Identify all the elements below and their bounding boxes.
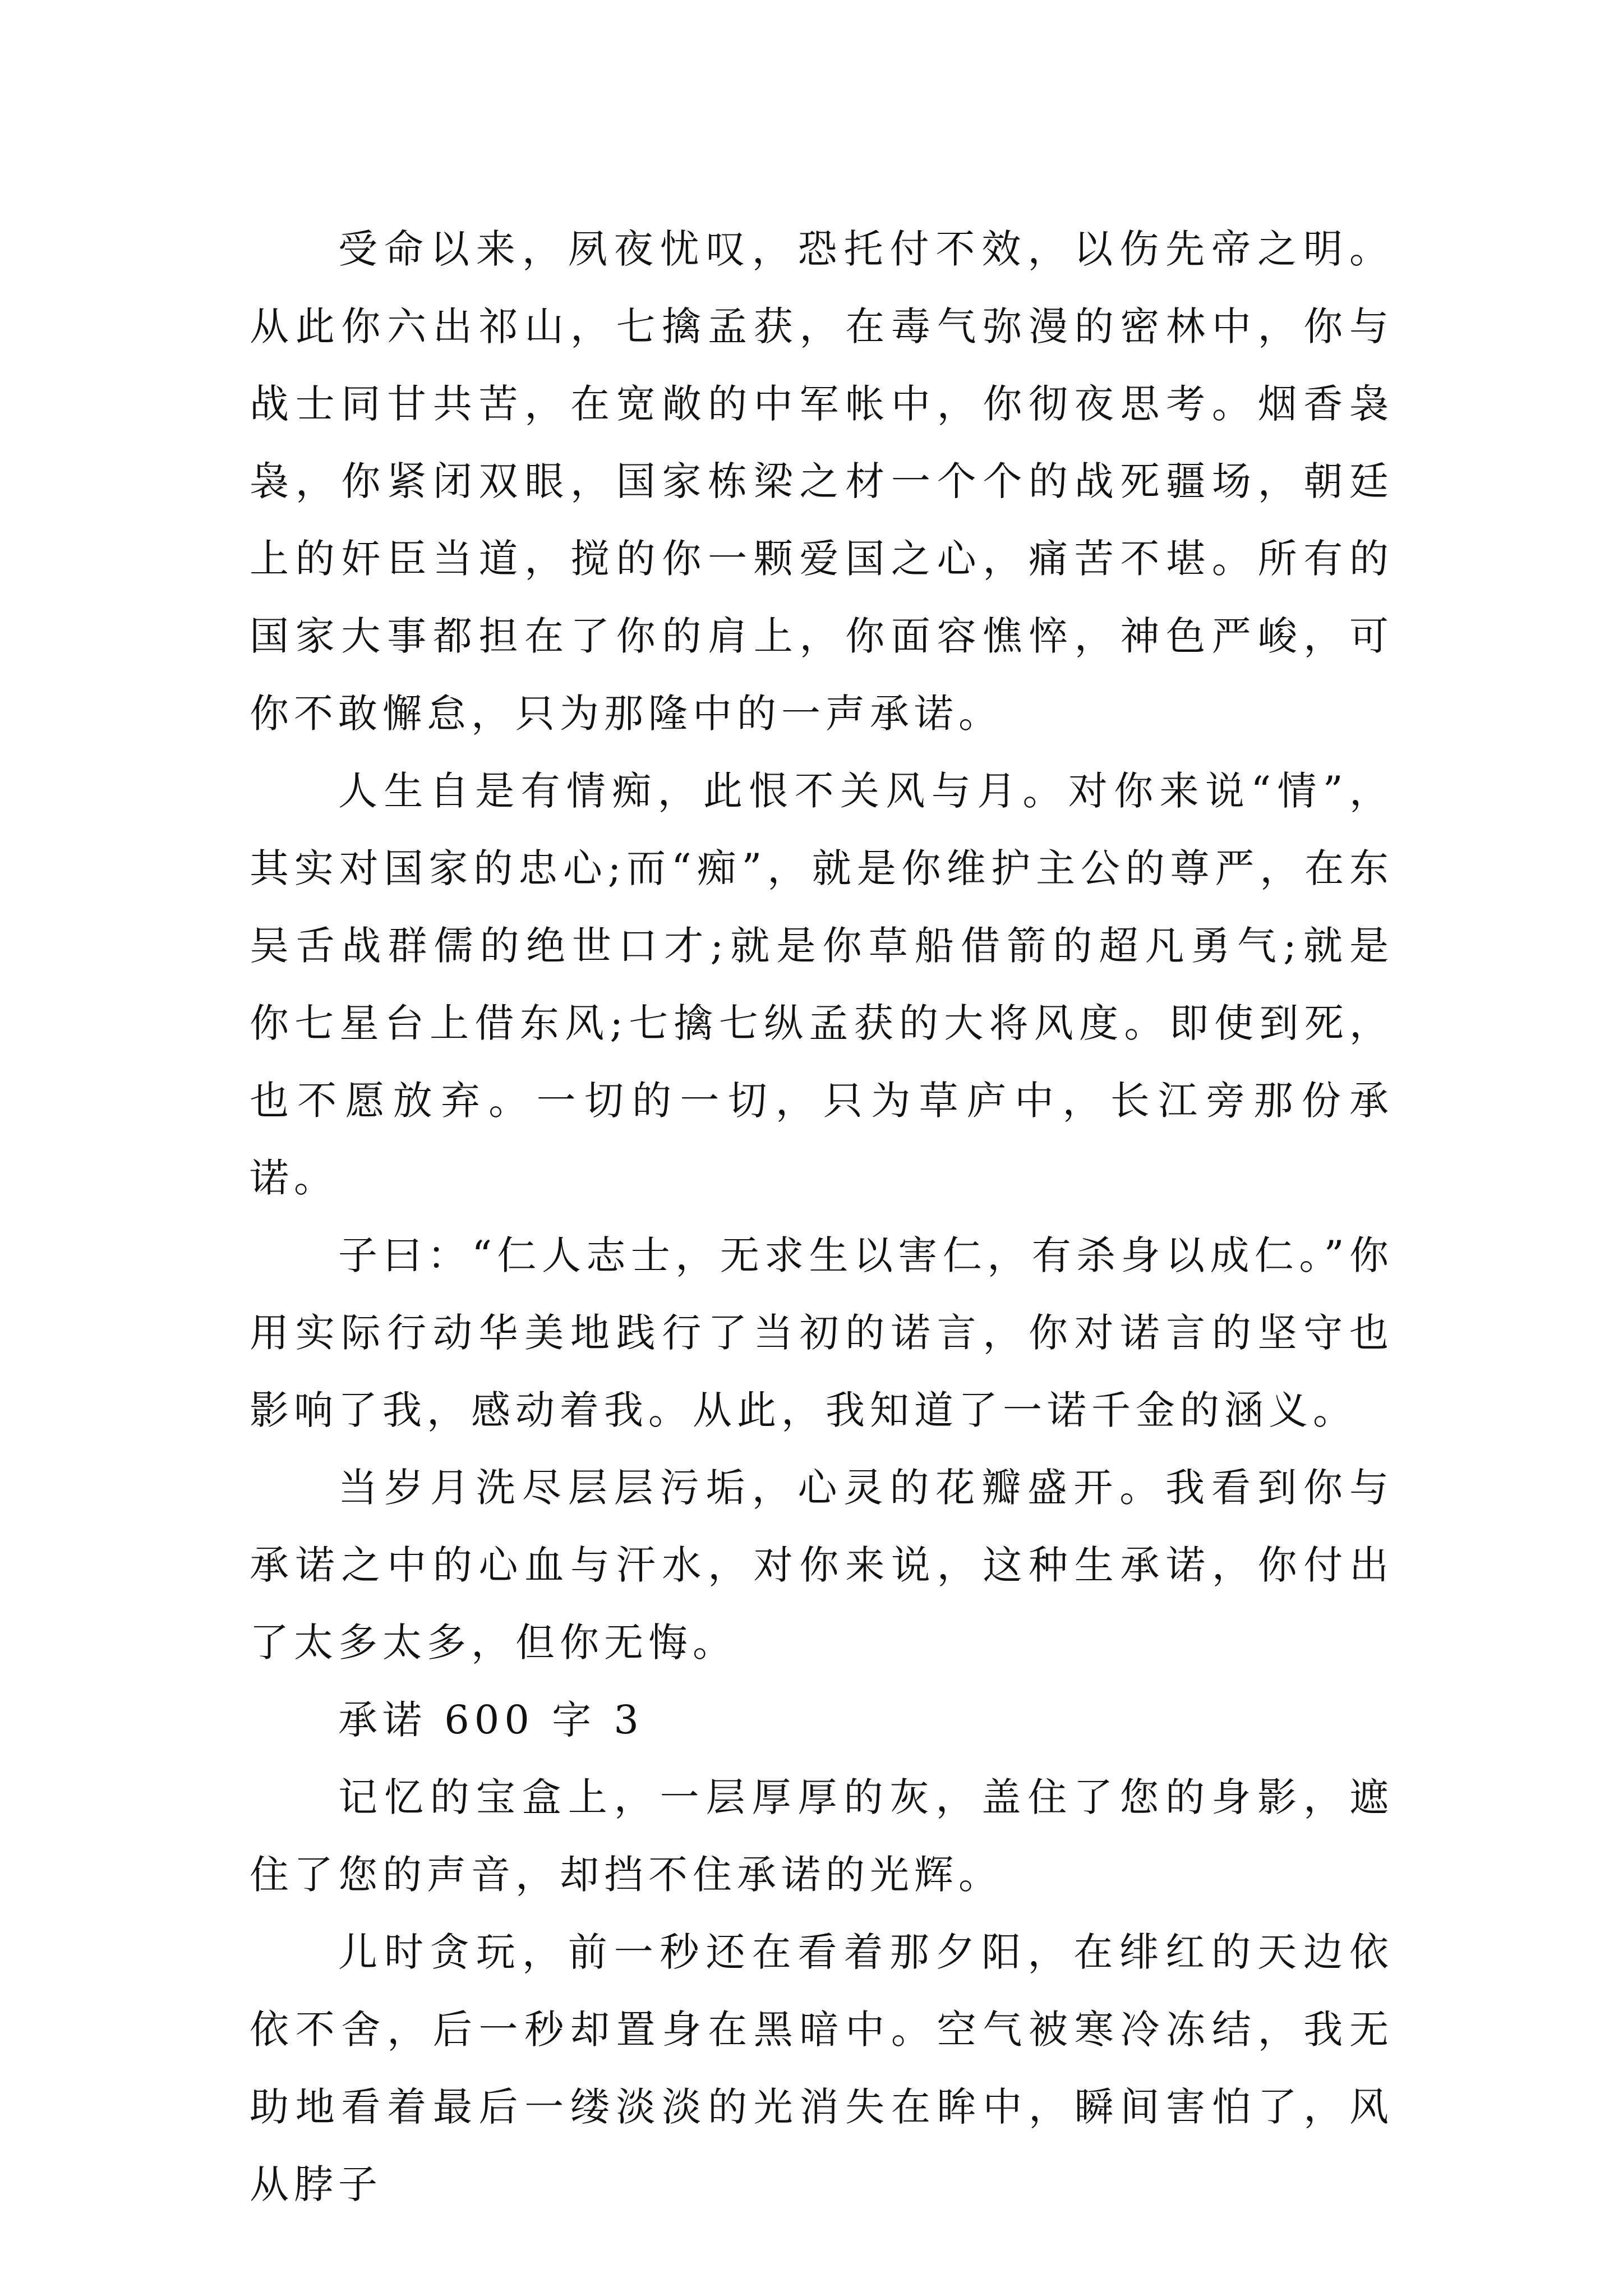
essay-body xyxy=(250,210,1394,2223)
paragraph-2: 人生自是有情痴，此恨不关风与月。对你来说“情”，其实对国家的忠心;而“痴”，就是你维护主公的尊严，在东吴舌战群儒的绝世口才;就是你草船借箭的超凡勇气;就是你七星台上借东风;七擒七纵孟获的大将风度。即使到死，也不愿放弃。一切的一切，只为草庐中，长江旁那份承诺。 xyxy=(250,768,1394,1201)
paragraph-3: 子曰：“仁人志士，无求生以害仁，有杀身以成仁。”你用实际行动华美地践行了当初的诺言，你对诺言的坚守也影响了我，感动着我。从此，我知道了一诺千金的涵义。 xyxy=(250,1232,1394,1433)
paragraph-5: 记忆的宝盒上，一层厚厚的灰，盖住了您的身影，遮住了您的声音，却挡不住承诺的光辉。 xyxy=(250,1774,1394,1898)
paragraph-4: 当岁月洗尽层层污垢，心灵的花瓣盛开。我看到你与承诺之中的心血与汗水，对你来说，这种生承诺，你付出了太多太多，但你无悔。 xyxy=(250,1465,1394,1665)
section-heading: 承诺 600 字 3 xyxy=(338,1697,644,1743)
paragraph-6: 儿时贪玩，前一秒还在看着那夕阳，在绯红的天边依依不舍，后一秒却置身在黑暗中。空气被寒冷冻结，我无助地看着最后一缕淡淡的光消失在眸中，瞬间害怕了，风从脖子 xyxy=(250,1929,1394,2207)
paragraph-1: 受命以来，夙夜忧叹，恐托付不效，以伤先帝之明。从此你六出祁山，七擒孟获，在毒气弥漫的密林中，你与战士同甘共苦，在宽敞的中军帐中，你彻夜思考。烟香袅袅，你紧闭双眼，国家栋梁之材一个个的战死疆场，朝廷上的奸臣当道，搅的你一颗爱国之心，痛苦不堪。所有的国家大事都担在了你的肩上，你面容憔悴，神色严峻，可你不敢懈怠，只为那隆中的一声承诺。 xyxy=(250,226,1394,737)
